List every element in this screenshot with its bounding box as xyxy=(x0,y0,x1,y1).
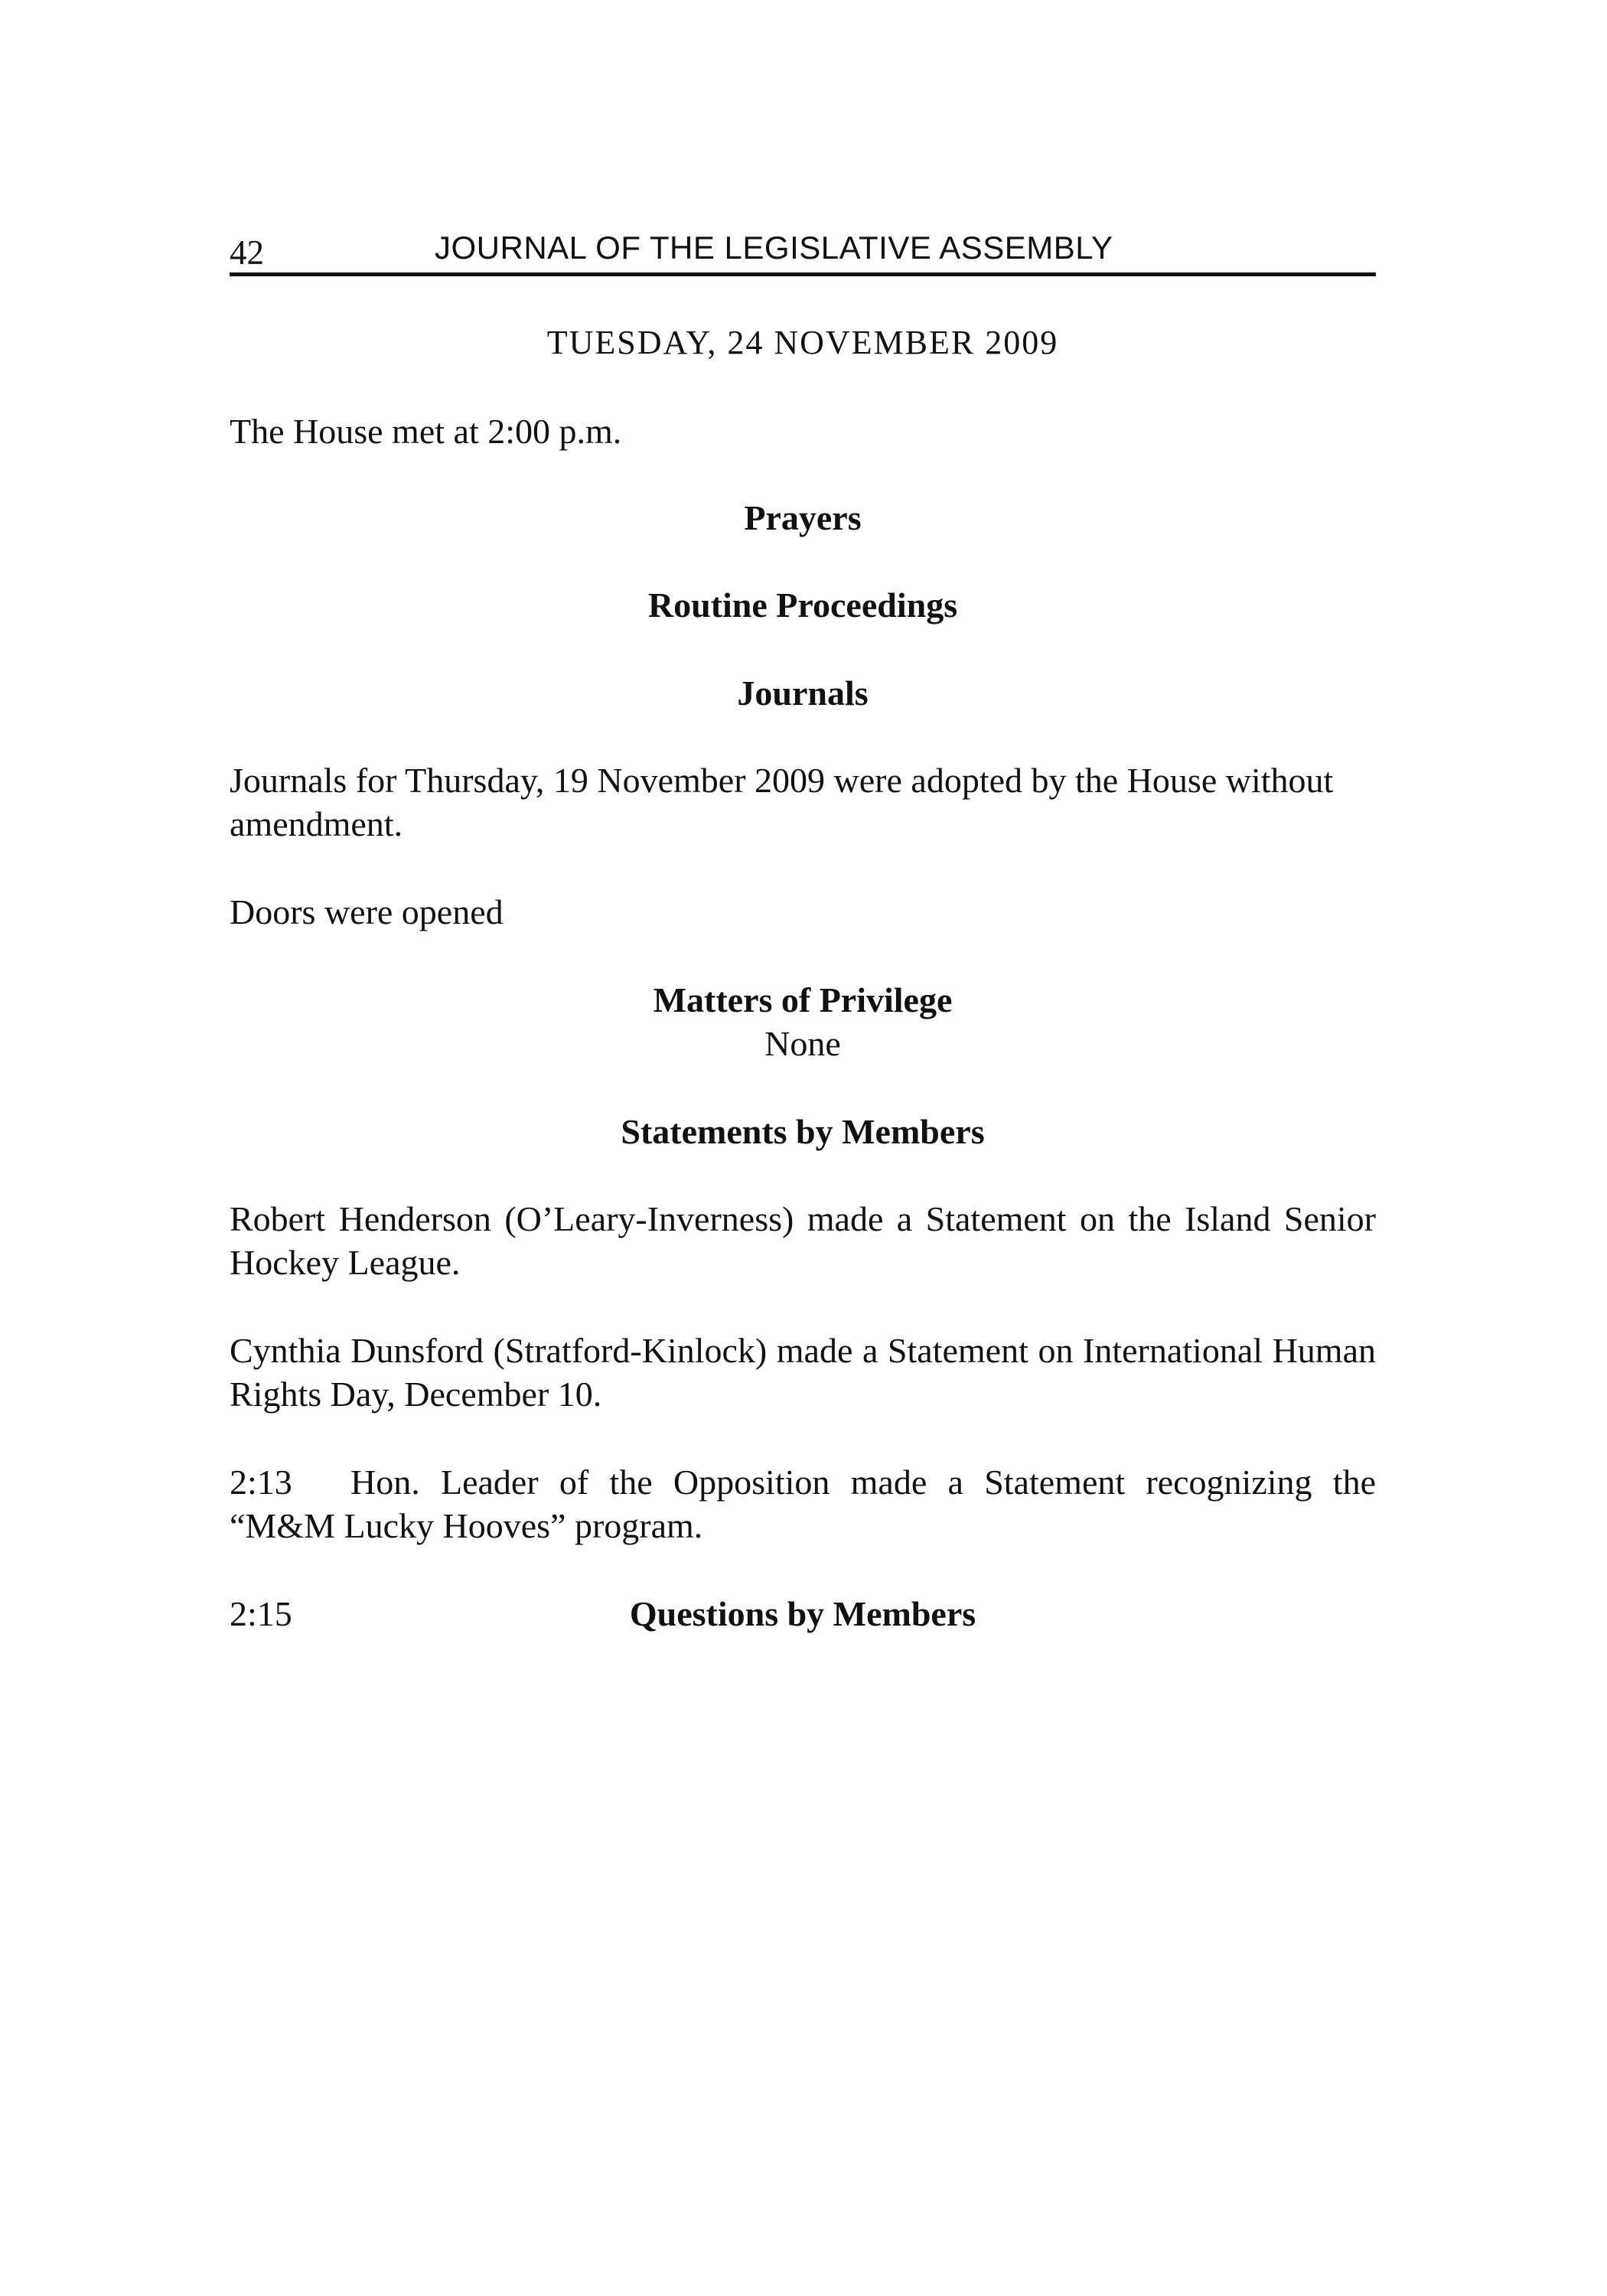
statement-paragraph xyxy=(230,1329,1376,1416)
statement-paragraph xyxy=(230,1460,1376,1548)
statements-by-members-heading: Statements by Members xyxy=(621,1112,985,1151)
prayers-heading: Prayers xyxy=(744,498,862,537)
page-number: 42 xyxy=(230,233,264,272)
routine-proceedings-heading: Routine Proceedings xyxy=(647,585,958,625)
statement-text: Cynthia Dunsford (Stratford-Kinlock) made a Statement on International Human Rights Day, December 10. xyxy=(230,1331,1376,1414)
opening-text: The House met at 2:00 p.m. xyxy=(230,412,622,451)
journals-paragraph: Journals for Thursday, 19 November 2009 were adopted by the House without amendment. xyxy=(230,761,1334,843)
statement-time: 2:13 xyxy=(230,1463,292,1502)
doors-paragraph: Doors were opened xyxy=(230,892,504,931)
sitting-date-heading: TUESDAY, 24 NOVEMBER 2009 xyxy=(546,324,1059,361)
journal-title: JOURNAL OF THE LEGISLATIVE ASSEMBLY xyxy=(435,230,1113,266)
statement-text: Robert Henderson (O’Leary-Inverness) made a Statement on the Island Senior Hockey League. xyxy=(230,1199,1376,1282)
running-header xyxy=(230,230,1376,276)
privilege-none-text: None xyxy=(764,1024,841,1063)
questions-by-members-heading: Questions by Members xyxy=(629,1594,976,1633)
journals-heading: Journals xyxy=(737,673,869,713)
journal-page xyxy=(230,0,1376,2296)
questions-time: 2:15 xyxy=(230,1594,292,1633)
statement-paragraph xyxy=(230,1197,1376,1284)
matters-of-privilege-heading: Matters of Privilege xyxy=(653,980,953,1019)
statement-text: Hon. Leader of the Opposition made a Statement recognizing the “M&M Lucky Hooves” program. xyxy=(230,1463,1376,1545)
